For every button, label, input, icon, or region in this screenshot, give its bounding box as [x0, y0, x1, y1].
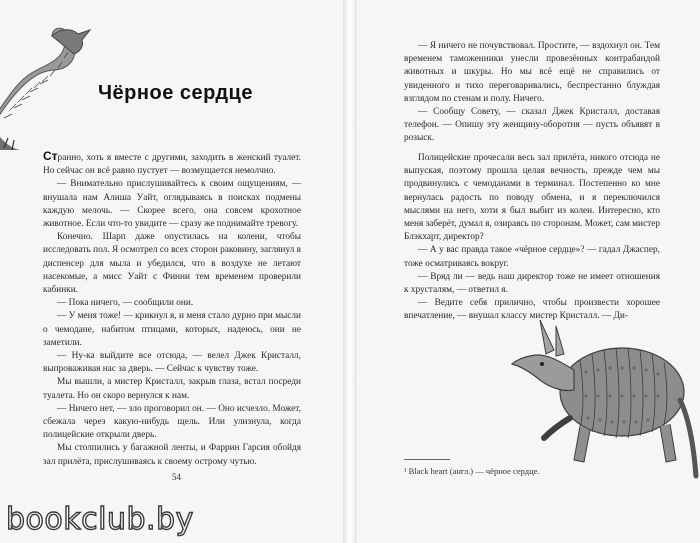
- paragraph: — Сообщу Совету, — сказал Джек Кристалл, доставая телефон. — Опишу эту женщину-оборотня — пусть объявят в розыск.: [404, 107, 660, 144]
- paragraph: — Ничего нет, — зло проговорил он. — Оно исчезло. Может, сбежала через какую-нибудь щель. Или улизнула, когда полицейские открыли дверь.: [43, 403, 301, 441]
- left-page: [0, 0, 343, 543]
- drop-cap: Ст: [43, 149, 58, 163]
- footnote: ¹ Black heart (англ.) — чёрное сердце.: [404, 466, 540, 476]
- paragraph: Конечно. Шарп даже опустилась на колени, чтобы исследовать пол. Я осмотрел со всех сторон раковину, заглянул в диспенсер для мыла и убедился, что в воздухе не летают насекомые, а мисс Уайт с Финни тем временем проверили кабинки.: [43, 232, 301, 296]
- paragraph: — Ну-ка выйдите все отсюда, — велел Джек Кристалл, выпроваживая нас за дверь. — Сейчас к чувству тоже.: [43, 351, 301, 375]
- paragraph: — А у вас правда такое «чёрное сердце»? — гадал Джаспер, тоже осматриваясь вокруг.: [404, 245, 660, 269]
- book-gutter: [343, 0, 357, 543]
- right-page-body-top: [404, 40, 660, 146]
- paragraph-text: ранно, хоть я вместе с другими, заходить в женский туалет. Но сейчас он всё равно пустует — возмущается немолчно.: [43, 153, 301, 177]
- armadillo-illustration: [510, 300, 700, 490]
- chapter-title: Чёрное сердце: [98, 82, 253, 104]
- paragraph: — Я ничего не почувствовал. Простите, — вздохнул он. Тем временем таможенники унесли провезённых контрабандой животных и шкуры. Но мы всё ещё не справились от увиденного и тихо переговаривались, беспрестанно блуждая взглядом по стенам и полу. Ничего.: [404, 41, 660, 104]
- left-page-body: [43, 150, 301, 469]
- watermark: bookclub.by: [6, 502, 194, 537]
- paragraph: — Внимательно прислушивайтесь к своим ощущениям, — внушала нам Алиша Уайт, оглядываясь в поисках подмены каждую мелочь. — Скорее всего, она совсем крохотное животное. Если что-то увидите — сразу же поднимайте тревогу.: [43, 179, 301, 230]
- paragraph: [43, 150, 301, 178]
- paragraph: Мы столпились у багажной ленты, и Фаррин Гарсия обойдя зал прилёта, прислушиваясь к своему острому чутью.: [43, 443, 301, 467]
- paragraph: — У меня тоже! — крикнул я, и меня стало дурно при мысли о чемодане, набитом птицами, которых, надеюсь, они не заметили.: [43, 311, 301, 348]
- paragraph: — Ведите себя прилично, чтобы произвести хорошее впечатление, — внушал классу мистер Кристалл. — Ди-: [404, 298, 660, 322]
- footnote-rule: [404, 459, 450, 460]
- lizard-illustration: [0, 10, 110, 150]
- paragraph: Полицейские прочесали весь зал прилёта, никого отсюда не выпуская, поэтому прошла целая вечность, прежде чем мы продвинулись с чемоданами в терминал. Постепенно ко мне вернулась радость по поводу обмена, и я переключился мыслями на него, хоти я был выбит из колеи. Интересно, кто меня заберёт, думал я, озираясь по сторонам. Может, сам мистер Блэкхарт, директор?: [404, 153, 660, 243]
- paragraph: — Пока ничего, — сообщили они.: [57, 298, 194, 309]
- paragraph: Мы вышли, а мистер Кристалл, закрыв глаза, встал посреди туалета. Но он скоро вернулся к нам.: [43, 377, 301, 401]
- right-page-body-bottom: [404, 152, 660, 324]
- paragraph: — Вряд ли — ведь наш директор тоже не имеет отношения к хрусталям, — ответил я.: [404, 271, 660, 296]
- page-number: 54: [172, 472, 181, 482]
